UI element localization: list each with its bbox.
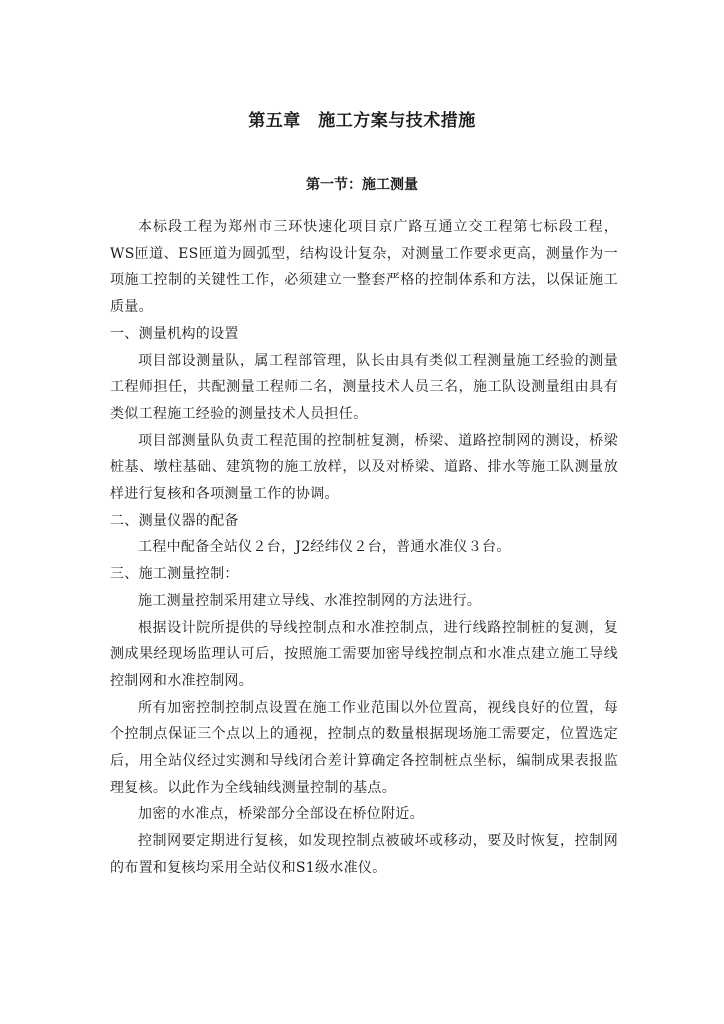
paragraph-control-method: 施工测量控制采用建立导线、水准控制网的方法进行。 — [138, 592, 482, 609]
paragraph-control-retest: 根据设计院所提供的导线控制点和水准控制点，进行线路控制桩的复测，复测成果经现场监理认可后，按照施工需要加密导线控制点和水准点建立施工导线控制网和水准控制网。 — [110, 619, 618, 689]
paragraph-control-points: 所有加密控制控制点设置在施工作业范围以外位置高，视线良好的位置，每个控制点保证三个点以上的通视，控制点的数量根据现场施工需要定，位置选定后，用全站仪经过实测和导线闭合差计算确定各控制桩点坐标，编制成果表报监理复核。以此作为全线轴线测量控制的基点。 — [110, 699, 618, 796]
section-title: 第一节：施工测量 — [306, 177, 418, 193]
paragraph-instruments: 工程中配备全站仪２台，J2经纬仪２台，普通水准仪３台。 — [138, 539, 511, 556]
paragraph-survey-team: 项目部设测量队，属工程部管理，队长由具有类似工程测量施工经验的测量工程师担任，共配测量工程师二名，测量技术人员三名，施工队设测量组由具有类似工程施工经验的测量技术人员担任。 — [110, 352, 618, 422]
chapter-title: 第五章 施工方案与技术措施 — [248, 111, 476, 131]
heading-survey-organization: 一、测量机构的设置 — [110, 325, 239, 342]
paragraph-benchmarks: 加密的水准点，桥梁部分全部设在桥位附近。 — [138, 806, 424, 823]
paragraph-network-check: 控制网要定期进行复核，如发现控制点被破坏或移动，要及时恢复，控制网的布置和复核均采用全站仪和S1级水准仪。 — [110, 833, 618, 876]
document-body — [110, 214, 618, 882]
paragraph-intro: 本标段工程为郑州市三环快速化项目京广路互通立交工程第七标段工程，WS匝道、ES匝道为圆弧型，结构设计复杂，对测量工作要求更高，测量作为一项施工控制的关键性工作，必须建立一整套严格的控制体系和方法，以保证施工质量。 — [110, 219, 618, 316]
heading-survey-control: 三、施工测量控制： — [110, 566, 239, 583]
heading-survey-instruments: 二、测量仪器的配备 — [110, 512, 239, 529]
paragraph-survey-duties: 项目部测量队负责工程范围的控制桩复测，桥梁、道路控制网的测设，桥梁桩基、墩柱基础、建筑物的施工放样，以及对桥梁、道路、排水等施工队测量放样进行复核和各项测量工作的协调。 — [110, 432, 618, 503]
